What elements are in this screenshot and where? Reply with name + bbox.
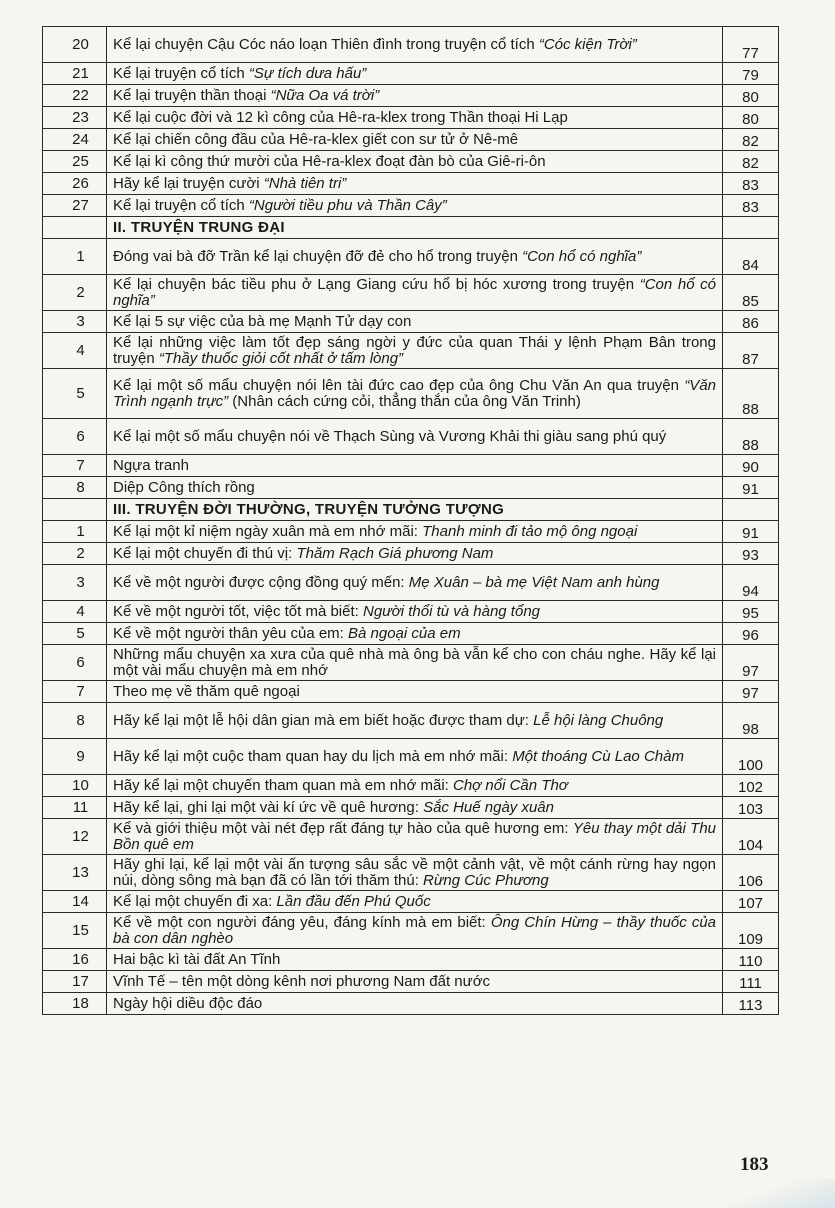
row-title (107, 623, 723, 645)
table-row (43, 775, 779, 797)
row-number (43, 499, 107, 521)
row-number: 6 (43, 645, 107, 681)
row-title (107, 855, 723, 891)
row-page-number: 77 (723, 27, 779, 63)
row-number: 6 (43, 419, 107, 455)
title-text: Ngày hội diều độc đáo (113, 994, 263, 1012)
table-row (43, 601, 779, 623)
title-italic-text: Ông Chín Hừng – thầy thuốc của bà con dân nghèo (113, 914, 716, 947)
title-italic-text: “Con hổ có nghĩa” (522, 247, 642, 265)
row-page-number: 95 (723, 601, 779, 623)
row-page-number: 93 (723, 543, 779, 565)
row-page-number: 98 (723, 703, 779, 739)
row-number: 1 (43, 239, 107, 275)
table-row (43, 455, 779, 477)
row-number: 24 (43, 129, 107, 151)
row-number: 25 (43, 151, 107, 173)
table-row (43, 645, 779, 681)
row-number: 26 (43, 173, 107, 195)
title-text: Vĩnh Tế – tên một dòng kênh nơi phương Nam đất nước (113, 972, 491, 990)
table-row (43, 565, 779, 601)
row-number: 21 (43, 63, 107, 85)
row-page-number: 82 (723, 151, 779, 173)
row-title (107, 455, 723, 477)
row-number: 8 (43, 703, 107, 739)
title-text: Hai bậc kì tài đất An Tĩnh (113, 950, 281, 968)
row-page-number: 103 (723, 797, 779, 819)
row-page-number (723, 217, 779, 239)
row-title (107, 129, 723, 151)
table-row (43, 27, 779, 63)
row-page-number: 90 (723, 455, 779, 477)
row-page-number: 80 (723, 107, 779, 129)
title-text: Kể lại kì công thứ mười của Hê-ra-klex đoạt đàn bò của Giê-ri-ôn (113, 152, 546, 170)
row-title (107, 151, 723, 173)
row-title (107, 819, 723, 855)
row-page-number: 106 (723, 855, 779, 891)
title-italic-text: “Người tiều phu và Thần Cây” (248, 196, 447, 214)
row-page-number: 85 (723, 275, 779, 311)
title-italic-text: Lần đầu đến Phú Quốc (276, 892, 431, 910)
row-title (107, 195, 723, 217)
row-number: 15 (43, 913, 107, 949)
table-row (43, 993, 779, 1015)
table-row (43, 703, 779, 739)
row-title (107, 601, 723, 623)
table-row (43, 739, 779, 775)
table-row (43, 311, 779, 333)
title-text: III. TRUYỆN ĐỜI THƯỜNG, TRUYỆN TƯỞNG TƯỢNG (113, 500, 505, 518)
page-corner-shade (715, 1178, 835, 1208)
row-title (107, 681, 723, 703)
title-italic-text: Một thoáng Cù Lao Chàm (512, 747, 684, 765)
title-italic-text: “Cóc kiện Trời” (538, 35, 637, 53)
row-page-number: 113 (723, 993, 779, 1015)
row-title (107, 891, 723, 913)
table-row (43, 949, 779, 971)
row-number: 22 (43, 85, 107, 107)
title-italic-text: “Sự tích dưa hấu” (248, 64, 367, 82)
row-page-number: 96 (723, 623, 779, 645)
title-italic-text: “Thầy thuốc giỏi cốt nhất ở tấm lòng” (158, 349, 404, 367)
title-text: Hãy kể lại truyện cười (113, 174, 264, 192)
row-number: 16 (43, 949, 107, 971)
row-page-number: 80 (723, 85, 779, 107)
row-title (107, 63, 723, 85)
row-page-number: 83 (723, 173, 779, 195)
row-title (107, 797, 723, 819)
row-page-number: 100 (723, 739, 779, 775)
table-row (43, 129, 779, 151)
table-row (43, 239, 779, 275)
table-row (43, 419, 779, 455)
row-number: 9 (43, 739, 107, 775)
row-page-number: 107 (723, 891, 779, 913)
row-number: 3 (43, 565, 107, 601)
row-title (107, 703, 723, 739)
title-text: Kể lại một số mẩu chuyện nói về Thạch Sùng và Vương Khải thi giàu sang phú quý (113, 427, 667, 445)
row-title (107, 775, 723, 797)
title-italic-text: Lễ hội làng Chuông (533, 711, 664, 729)
table-row (43, 543, 779, 565)
section-title (107, 217, 723, 239)
row-title (107, 993, 723, 1015)
row-title (107, 239, 723, 275)
row-number: 10 (43, 775, 107, 797)
title-italic-text: Rừng Cúc Phương (423, 871, 549, 889)
table-row (43, 477, 779, 499)
table-row (43, 797, 779, 819)
table-row (43, 333, 779, 369)
row-number: 4 (43, 333, 107, 369)
table-row (43, 855, 779, 891)
row-number (43, 217, 107, 239)
page-number: 183 (740, 1154, 769, 1175)
title-text: Kể về một người được cộng đồng quý mến: (113, 573, 409, 591)
title-text: Ngựa tranh (113, 456, 189, 474)
row-title (107, 311, 723, 333)
table-row (43, 681, 779, 703)
section-heading-row (43, 499, 779, 521)
row-title (107, 27, 723, 63)
table-row (43, 971, 779, 993)
row-number: 18 (43, 993, 107, 1015)
row-number: 8 (43, 477, 107, 499)
row-title (107, 521, 723, 543)
row-number: 1 (43, 521, 107, 543)
title-italic-text: “Con hổ có nghĩa” (113, 276, 717, 309)
row-number: 2 (43, 275, 107, 311)
row-page-number: 88 (723, 369, 779, 419)
row-number: 17 (43, 971, 107, 993)
title-italic-text: “Nữa Oa vá trời” (270, 86, 380, 104)
row-title (107, 739, 723, 775)
row-page-number: 111 (723, 971, 779, 993)
title-text: Kể lại truyện cổ tích (113, 196, 249, 214)
title-text: Những mẩu chuyện xa xưa của quê nhà mà ông bà vẫn kể cho con cháu nghe. Hãy kể lại một vài mẩu chuyện mà em nhớ (113, 646, 716, 679)
row-number: 11 (43, 797, 107, 819)
row-page-number: 102 (723, 775, 779, 797)
table-row (43, 521, 779, 543)
row-page-number: 97 (723, 681, 779, 703)
title-italic-text: “Văn Trình ngạnh trực” (113, 377, 716, 410)
toc-body (43, 27, 779, 1015)
title-italic-text: Chợ nổi Cần Thơ (453, 776, 568, 794)
row-page-number: 86 (723, 311, 779, 333)
table-row (43, 85, 779, 107)
title-italic-text: Mẹ Xuân – bà mẹ Việt Nam anh hùng (408, 573, 660, 591)
table-row (43, 891, 779, 913)
table-of-contents (42, 26, 779, 1015)
title-text: Kể lại truyện cổ tích (113, 64, 249, 82)
row-title (107, 565, 723, 601)
title-text: Diệp Công thích rồng (113, 478, 255, 496)
table-row (43, 275, 779, 311)
row-number: 4 (43, 601, 107, 623)
title-text: Hãy kể lại một lễ hội dân gian mà em biết hoặc được tham dự: (113, 711, 534, 729)
row-title (107, 971, 723, 993)
row-page-number: 88 (723, 419, 779, 455)
title-italic-text: Sắc Huế ngày xuân (423, 798, 554, 816)
title-text: Kể lại cuộc đời và 12 kì công của Hê-ra-klex trong Thần thoại Hi Lạp (113, 108, 568, 126)
title-text: Đóng vai bà đỡ Trần kể lại chuyện đỡ đẻ cho hổ trong truyện (113, 247, 523, 265)
title-text: Kể lại 5 sự việc của bà mẹ Mạnh Tử dạy con (113, 312, 412, 330)
title-text: Kể lại một chuyến đi xa: (113, 892, 277, 910)
row-number: 3 (43, 311, 107, 333)
title-text: Kể lại chuyện Cậu Cóc náo loạn Thiên đình trong truyện cổ tích (113, 35, 539, 53)
title-italic-text: Thăm Rạch Giá phương Nam (296, 544, 494, 562)
row-page-number: 91 (723, 521, 779, 543)
row-number: 20 (43, 27, 107, 63)
row-title (107, 107, 723, 129)
row-page-number: 109 (723, 913, 779, 949)
title-text: Theo mẹ về thăm quê ngoại (113, 682, 300, 700)
row-page-number: 97 (723, 645, 779, 681)
row-page-number: 82 (723, 129, 779, 151)
title-italic-text: Yêu thay một dải Thu Bồn quê em (113, 820, 716, 853)
row-number: 7 (43, 455, 107, 477)
row-page-number: 79 (723, 63, 779, 85)
row-page-number: 104 (723, 819, 779, 855)
row-number: 5 (43, 623, 107, 645)
table-row (43, 173, 779, 195)
title-text: Hãy kể lại, ghi lại một vài kí ức về quê hương: (113, 798, 424, 816)
title-text: Hãy kể lại một chuyến tham quan mà em nhớ mãi: (113, 776, 453, 794)
title-text: Hãy kể lại một cuộc tham quan hay du lịch mà em nhớ mãi: (113, 747, 513, 765)
title-text: Kể lại truyện thần thoại (113, 86, 271, 104)
row-number: 2 (43, 543, 107, 565)
row-number: 23 (43, 107, 107, 129)
row-number: 27 (43, 195, 107, 217)
table-row (43, 107, 779, 129)
title-text: Kể lại một kỉ niệm ngày xuân mà em nhớ mãi: (113, 522, 423, 540)
title-text: Hãy ghi lại, kể lại một vài ấn tượng sâu sắc về một cảnh vật, về một cánh rừng hay ngọn núi, dòng sông mà bạn đã có lần tới thăm thú: (113, 856, 716, 889)
row-page-number: 87 (723, 333, 779, 369)
title-text: II. TRUYỆN TRUNG ĐẠI (113, 218, 285, 236)
row-title (107, 85, 723, 107)
row-title (107, 543, 723, 565)
row-page-number: 110 (723, 949, 779, 971)
section-title (107, 499, 723, 521)
row-title (107, 913, 723, 949)
row-number: 12 (43, 819, 107, 855)
title-text: Kể về một con người đáng yêu, đáng kính mà em biết: (113, 914, 491, 931)
row-title (107, 173, 723, 195)
row-title (107, 477, 723, 499)
title-text: Kể về một người thân yêu của em: (113, 624, 348, 642)
row-title (107, 333, 723, 369)
row-title (107, 645, 723, 681)
row-page-number: 84 (723, 239, 779, 275)
title-text: Kể và giới thiệu một vài nét đẹp rất đáng tự hào của quê hương em: (113, 820, 573, 837)
title-italic-text: Người thổi tù và hàng tổng (362, 602, 541, 620)
row-number: 5 (43, 369, 107, 419)
table-row (43, 63, 779, 85)
table-row (43, 369, 779, 419)
row-title (107, 419, 723, 455)
row-title (107, 949, 723, 971)
title-text: Kể lại chiến công đầu của Hê-ra-klex giết con sư tử ở Nê-mê (113, 130, 519, 148)
row-number: 7 (43, 681, 107, 703)
row-page-number: 91 (723, 477, 779, 499)
row-page-number (723, 499, 779, 521)
table-row (43, 195, 779, 217)
title-extra-text: (Nhân cách cứng cỏi, thẳng thắn của ông Văn Trinh) (228, 392, 581, 410)
row-title (107, 369, 723, 419)
title-text: Kể về một người tốt, việc tốt mà biết: (113, 602, 363, 620)
title-text: Kể lại chuyện bác tiều phu ở Lạng Giang cứu hổ bị hóc xương trong truyện (113, 276, 640, 293)
title-text: Kể lại một chuyến đi thú vị: (113, 544, 297, 562)
title-italic-text: Thanh minh đi tảo mộ ông ngoại (422, 522, 638, 540)
row-title (107, 275, 723, 311)
title-text: Kể lại một số mẩu chuyện nói lên tài đức cao đẹp của ông Chu Văn An qua truyện (113, 377, 685, 394)
row-page-number: 94 (723, 565, 779, 601)
table-row (43, 819, 779, 855)
table-row (43, 623, 779, 645)
title-italic-text: Bà ngoại của em (348, 624, 461, 642)
row-page-number: 83 (723, 195, 779, 217)
row-number: 13 (43, 855, 107, 891)
table-row (43, 151, 779, 173)
table-row (43, 913, 779, 949)
section-heading-row (43, 217, 779, 239)
row-number: 14 (43, 891, 107, 913)
title-italic-text: “Nhà tiên tri” (263, 174, 347, 192)
title-text: Kể lại những việc làm tốt đẹp sáng ngời y đức của quan Thái y lệnh Phạm Bân trong truyện (113, 334, 716, 367)
